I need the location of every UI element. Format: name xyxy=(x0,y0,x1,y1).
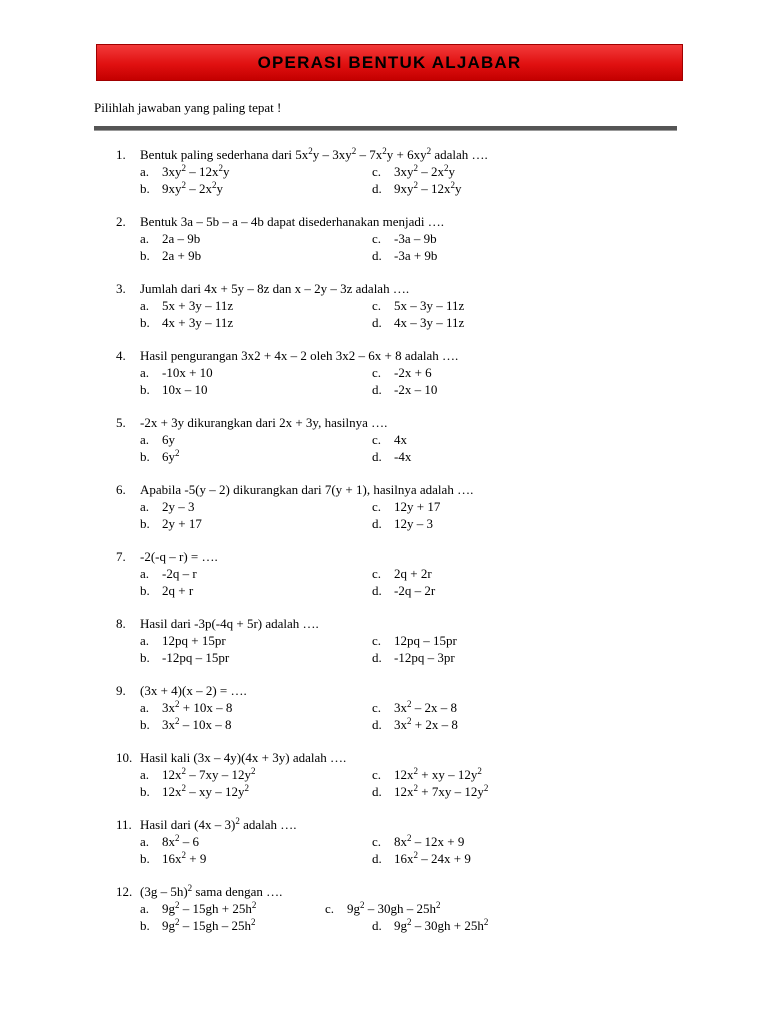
option-c-text: -3a – 9b xyxy=(394,231,437,246)
option-c[interactable]: c. $12x^2$ + xy – $12y^2$ xyxy=(372,766,482,782)
option-d-text: -2q – 2r xyxy=(394,583,436,598)
option-d[interactable]: d. $9xy^2 - 12x^2y$ xyxy=(372,180,462,196)
option-a-text: 5x + 3y – 11z xyxy=(162,298,234,313)
option-c-text: $8x^2 - 12x + 9$ xyxy=(394,833,465,849)
option-c[interactable]: c. $3x^2 - 2x - 8$ xyxy=(372,699,457,715)
question-item xyxy=(116,414,676,481)
question-text: Hasil pengurangan 3x2 + 4x – 2 oleh 3x2 – 6x + 8 adalah …. xyxy=(140,348,459,363)
option-b-text: 4x + 3y – 11z xyxy=(162,315,234,330)
option-a[interactable]: a. 2a – 9b xyxy=(140,231,201,246)
option-a-text: $9g^2 - 15gh + 25h^2$ xyxy=(162,900,257,916)
option-b[interactable]: b. $3x^2 - 10x - 8$ xyxy=(140,716,232,732)
option-c-text: $3xy^2 - 2x^2y$ xyxy=(394,163,455,179)
question-item xyxy=(116,749,676,816)
option-d-text: -3a + 9b xyxy=(394,248,438,263)
option-a[interactable]: a. -10x + 10 xyxy=(140,365,213,380)
question-item xyxy=(116,615,676,682)
option-b[interactable]: b. 2y + 17 xyxy=(140,516,202,531)
option-b[interactable]: b. $16x^2 + 9$ xyxy=(140,850,207,866)
option-c[interactable]: c. 12y + 17 xyxy=(372,499,441,514)
option-d[interactable]: d. $16x^2 - 24x + 9$ xyxy=(372,850,471,866)
option-c-text: 12pq – 15pr xyxy=(394,633,457,648)
option-b-text: 2a + 9b xyxy=(162,248,202,263)
option-b-text: 2y + 17 xyxy=(162,516,202,531)
option-d[interactable]: d. -2x – 10 xyxy=(372,382,438,397)
question-text: Apabila -5(y – 2) dikurangkan dari 7(y + 1), hasilnya adalah …. xyxy=(140,482,474,497)
option-b-text: 10x – 10 xyxy=(162,382,208,397)
option-d-text: $9xy^2 - 12x^2y$ xyxy=(394,180,462,196)
option-b[interactable]: b. 2q + r xyxy=(140,583,194,598)
question-text: Jumlah dari 4x + 5y – 8z dan x – 2y – 3z adalah …. xyxy=(140,281,410,296)
option-a-text: -10x + 10 xyxy=(162,365,213,380)
question-text: Hasil dari -3p(-4q + 5r) adalah …. xyxy=(140,616,319,631)
question-number: 12. xyxy=(116,884,133,899)
option-d-text: -2x – 10 xyxy=(394,382,438,397)
question-stem xyxy=(116,347,458,364)
option-a-text: 2y – 3 xyxy=(162,499,195,514)
option-b-text: 2q + r xyxy=(162,583,194,598)
option-a[interactable]: a. -2q – r xyxy=(140,566,197,581)
question-item xyxy=(116,883,676,950)
option-d-text: -4x xyxy=(394,449,412,464)
option-b-text: $6y^2$ xyxy=(162,448,180,464)
question-number: 4. xyxy=(116,348,126,363)
option-d[interactable]: d. $3x^2 + 2x - 8$ xyxy=(372,716,458,732)
question-item xyxy=(116,280,676,347)
option-c[interactable]: c. -2x + 6 xyxy=(372,365,432,380)
title-banner xyxy=(96,44,683,81)
option-a[interactable]: a. 6y xyxy=(140,432,175,447)
option-a[interactable]: a. $3x^2 + 10x - 8$ xyxy=(140,699,233,715)
option-a-text: $3x^2 + 10x - 8$ xyxy=(162,699,233,715)
question-text: (3x + 4)(x – 2) = …. xyxy=(140,683,247,698)
question-item xyxy=(116,481,676,548)
option-c[interactable]: c. -3a – 9b xyxy=(372,231,437,246)
option-a-text: 12pq + 15pr xyxy=(162,633,226,648)
question-stem xyxy=(116,548,218,565)
option-c-text: 4x xyxy=(394,432,407,447)
option-b[interactable]: b. $9xy^2 - 2x^2y$ xyxy=(140,180,223,196)
option-c[interactable]: c. 4x xyxy=(372,432,407,447)
option-a[interactable]: a. $3xy^2 - 12x^2y$ xyxy=(140,163,230,179)
question-stem xyxy=(116,615,319,632)
question-text: (3g – 5h)$^2$ sama dengan …. xyxy=(140,883,283,899)
option-c[interactable]: c. 5x – 3y – 11z xyxy=(372,298,465,313)
option-b[interactable]: b. $12x^2$ – xy – $12y^2$ xyxy=(140,783,249,799)
question-stem xyxy=(116,883,282,900)
question-stem xyxy=(116,280,409,297)
question-item xyxy=(116,347,676,414)
option-a[interactable]: a. $12x^2 - 7xy - 12y^2$ xyxy=(140,766,256,782)
question-text: -2(-q – r) = …. xyxy=(140,549,218,564)
option-d-text: 4x – 3y – 11z xyxy=(394,315,465,330)
option-a[interactable]: a. $8x^2 - 6$ xyxy=(140,833,199,849)
page-title: OPERASI BENTUK ALJABAR xyxy=(257,52,522,72)
question-stem xyxy=(116,146,488,163)
option-b-text: -12pq – 15pr xyxy=(162,650,230,665)
question-item xyxy=(116,548,676,615)
option-a-text: $8x^2 - 6$ xyxy=(162,833,199,849)
option-d[interactable]: d. -2q – 2r xyxy=(372,583,436,598)
divider xyxy=(94,126,677,131)
option-d[interactable]: d. -4x xyxy=(372,449,412,464)
option-c[interactable]: c. $3xy^2 - 2x^2y$ xyxy=(372,163,455,179)
option-d-text: $16x^2 - 24x + 9$ xyxy=(394,850,471,866)
option-d[interactable]: d. $12x^2 + 7xy - 12y^2$ xyxy=(372,783,489,799)
question-item xyxy=(116,682,676,749)
option-a[interactable]: a. 5x + 3y – 11z xyxy=(140,298,234,313)
option-a[interactable]: a. $9g^2 - 15gh + 25h^2$ xyxy=(140,900,257,916)
question-list xyxy=(116,146,676,950)
question-item xyxy=(116,816,676,883)
option-c-text: $9g^2 - 30gh - 25h^2$ xyxy=(347,900,441,916)
option-a-text: $12x^2 - 7xy - 12y^2$ xyxy=(162,766,256,782)
question-text: Hasil kali (3x – 4y)(4x + 3y) adalah …. xyxy=(140,750,347,765)
option-a-text: 6y xyxy=(162,432,175,447)
question-number: 2. xyxy=(116,214,126,229)
option-c[interactable]: c. 2q + 2r xyxy=(372,566,432,581)
question-number: 3. xyxy=(116,281,126,296)
option-b[interactable]: b. -12pq – 15pr xyxy=(140,650,230,665)
question-number: 6. xyxy=(116,482,126,497)
question-number: 5. xyxy=(116,415,126,430)
option-d-text: $12x^2 + 7xy - 12y^2$ xyxy=(394,783,489,799)
option-a[interactable]: a. 12pq + 15pr xyxy=(140,633,226,648)
option-b[interactable]: b. 10x – 10 xyxy=(140,382,208,397)
question-number: 10. xyxy=(116,750,133,765)
option-c-text: 5x – 3y – 11z xyxy=(394,298,465,313)
option-b-text: $12x^2$ – xy – $12y^2$ xyxy=(162,783,249,799)
option-d[interactable]: d. 4x – 3y – 11z xyxy=(372,315,465,330)
question-text: Bentuk paling sederhana dari $5x^2y - 3xy^2 - 7x^2y + 6xy^2$ adalah …. xyxy=(140,146,488,162)
question-number: 1. xyxy=(116,147,126,162)
question-number: 8. xyxy=(116,616,126,631)
option-d-text: -12pq – 3pr xyxy=(394,650,455,665)
option-a-text: 2a – 9b xyxy=(162,231,201,246)
question-item xyxy=(116,213,676,280)
option-d[interactable]: d. $9g^2 - 30gh + 25h^2$ xyxy=(372,917,489,933)
question-stem xyxy=(116,414,387,431)
question-stem xyxy=(116,749,346,766)
question-stem xyxy=(116,213,444,230)
option-b-text: $9g^2 - 15gh - 25h^2$ xyxy=(162,917,256,933)
option-d[interactable]: d. -3a + 9b xyxy=(372,248,438,263)
question-text: -2x + 3y dikurangkan dari 2x + 3y, hasilnya …. xyxy=(140,415,388,430)
option-b[interactable]: b. 2a + 9b xyxy=(140,248,202,263)
option-b[interactable]: b. $9g^2 - 15gh - 25h^2$ xyxy=(140,917,256,933)
instruction-text: Pilihlah jawaban yang paling tepat ! xyxy=(94,100,282,115)
option-c[interactable]: c. $9g^2 - 30gh - 25h^2$ xyxy=(325,900,441,916)
question-number: 7. xyxy=(116,549,126,564)
option-c-text: $3x^2 - 2x - 8$ xyxy=(394,699,457,715)
question-item xyxy=(116,146,676,213)
question-text: Hasil dari (4x – 3)$^2$ adalah …. xyxy=(140,816,297,832)
option-a-text: $3xy^2 - 12x^2y$ xyxy=(162,163,230,179)
option-d-text: $9g^2 - 30gh + 25h^2$ xyxy=(394,917,489,933)
option-d-text: 12y – 3 xyxy=(394,516,433,531)
option-b-text: $16x^2 + 9$ xyxy=(162,850,207,866)
option-a[interactable]: a. 2y – 3 xyxy=(140,499,195,514)
option-c[interactable]: c. 12pq – 15pr xyxy=(372,633,457,648)
option-c-text: $12x^2$ + xy – $12y^2$ xyxy=(394,766,482,782)
option-d-text: $3x^2 + 2x - 8$ xyxy=(394,716,458,732)
option-c[interactable]: c. $8x^2 - 12x + 9$ xyxy=(372,833,465,849)
option-c-text: 2q + 2r xyxy=(394,566,432,581)
option-b-text: $9xy^2 - 2x^2y$ xyxy=(162,180,223,196)
option-b[interactable]: b. $6y^2$ xyxy=(140,448,180,464)
option-c-text: 12y + 17 xyxy=(394,499,441,514)
option-d[interactable]: d. -12pq – 3pr xyxy=(372,650,455,665)
option-b[interactable]: b. 4x + 3y – 11z xyxy=(140,315,234,330)
option-b-text: $3x^2 - 10x - 8$ xyxy=(162,716,232,732)
question-stem xyxy=(116,481,473,498)
question-stem xyxy=(116,816,296,833)
option-d[interactable]: d. 12y – 3 xyxy=(372,516,433,531)
question-number: 11. xyxy=(116,817,132,832)
question-number: 9. xyxy=(116,683,126,698)
option-a-text: -2q – r xyxy=(162,566,197,581)
question-text: Bentuk 3a – 5b – a – 4b dapat disederhanakan menjadi …. xyxy=(140,214,444,229)
question-stem xyxy=(116,682,247,699)
option-c-text: -2x + 6 xyxy=(394,365,432,380)
